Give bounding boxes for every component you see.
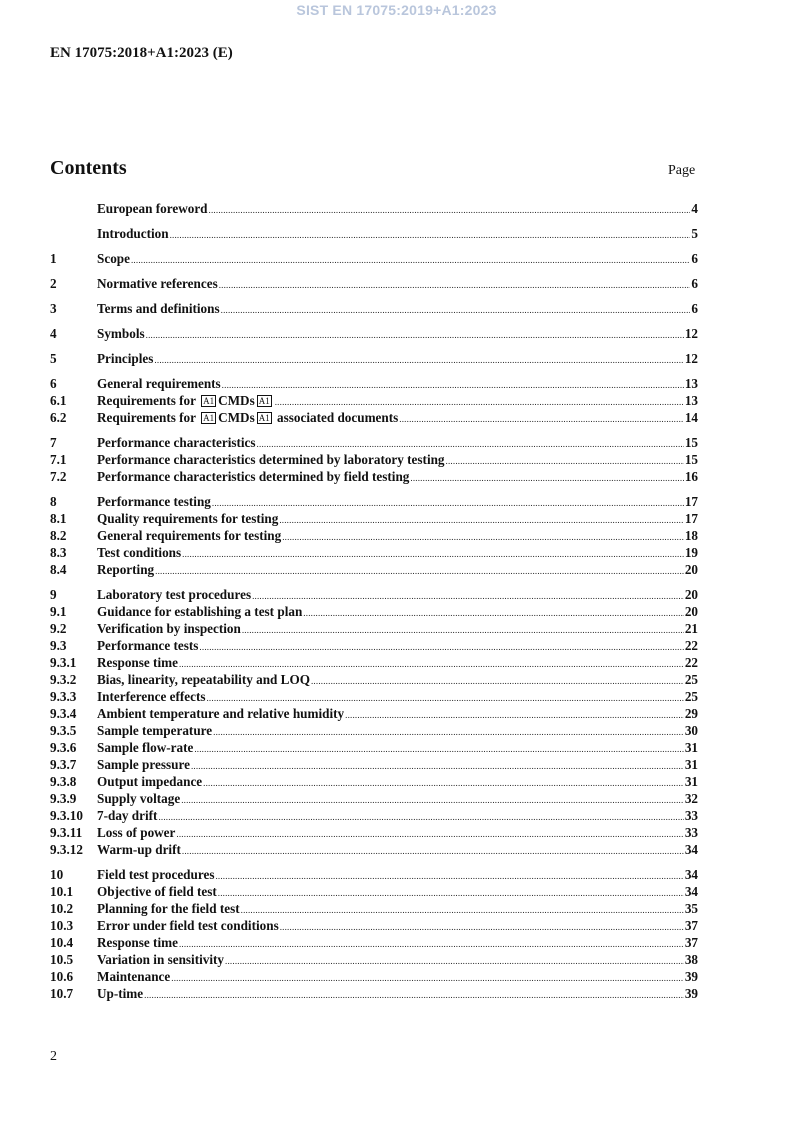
toc-entry-page: 17: [684, 494, 698, 509]
toc-entry-title: [97, 409, 398, 426]
toc-entry-page: 39: [684, 969, 698, 984]
toc-entry-title: Sample flow-rate: [97, 740, 194, 755]
toc-entry[interactable]: [50, 603, 698, 620]
toc-entry-number: 9.3.2: [50, 672, 77, 687]
toc-entry-number: 8: [50, 494, 57, 509]
toc-entry-number: 9.3.10: [50, 808, 83, 823]
toc-entry-number: 8.4: [50, 562, 67, 577]
toc-entry-page: 5: [691, 226, 698, 241]
toc-entry-page: 16: [684, 469, 698, 484]
toc-entry-page: 35: [684, 901, 698, 916]
toc-entry[interactable]: [50, 866, 698, 883]
toc-entry-number: 9.3.3: [50, 689, 77, 704]
toc-entry-number: 4: [50, 326, 57, 341]
toc-entry-title: Principles: [97, 351, 154, 366]
toc-entry-page: 13: [684, 393, 698, 408]
toc-entry[interactable]: [50, 917, 698, 934]
toc-entry-page: 20: [684, 587, 698, 602]
toc-entry-title: Terms and definitions: [97, 301, 220, 316]
toc-entry-page: 31: [684, 757, 698, 772]
toc-entry[interactable]: [50, 883, 698, 900]
toc-entry-page: 17: [684, 511, 698, 526]
toc-entry[interactable]: [50, 934, 698, 951]
toc-entry-number: 9.1: [50, 604, 67, 619]
toc-entry[interactable]: [50, 620, 698, 637]
toc-entry-number: 10.1: [50, 884, 74, 899]
toc-entry-number: 9.3: [50, 638, 67, 653]
dot-leader: [154, 352, 683, 369]
toc-entry-title: Field test procedures: [97, 867, 215, 882]
toc-entry-title: Sample temperature: [97, 723, 213, 738]
toc-entry-number: 10.7: [50, 986, 74, 1001]
toc-entry-title: Guidance for establishing a test plan: [97, 604, 303, 619]
toc-entry-page: 4: [691, 201, 698, 216]
toc-entry-number: 1: [50, 251, 57, 266]
toc-entry-title: Performance characteristics determined by field testing: [97, 469, 410, 484]
toc-entry-page: 38: [684, 952, 698, 967]
toc-entry-page: 34: [684, 842, 698, 857]
toc-entry[interactable]: [50, 654, 698, 671]
toc-entry-page: 15: [684, 435, 698, 450]
toc-entry-number: 7.1: [50, 452, 67, 467]
toc-entry[interactable]: [50, 350, 698, 367]
toc-entry-title: Variation in sensitivity: [97, 952, 225, 967]
toc-entry-page: 34: [684, 867, 698, 882]
toc-entry[interactable]: [50, 756, 698, 773]
toc-entry-title: Quality requirements for testing: [97, 511, 279, 526]
toc-entry-number: 9.3.12: [50, 842, 83, 857]
amendment-end-icon: A1: [258, 413, 270, 423]
toc-entry-number: 9: [50, 587, 57, 602]
toc-entry-title: Response time: [97, 935, 178, 950]
toc-entry-title: Test conditions: [97, 545, 182, 560]
toc-entry-number: 6: [50, 376, 57, 391]
toc-entry-title: Scope: [97, 251, 130, 266]
toc-entry[interactable]: [50, 434, 698, 451]
toc-entry[interactable]: [50, 790, 698, 807]
toc-entry-number: 6.2: [50, 410, 67, 425]
toc-entry[interactable]: [50, 637, 698, 654]
dot-leader: [155, 563, 684, 580]
toc-entry-number: 9.3.8: [50, 774, 77, 789]
toc-entry-title: Interference effects: [97, 689, 206, 704]
toc-entry[interactable]: [50, 225, 698, 242]
toc-entry-title: Introduction: [97, 226, 169, 241]
toc-entry-title: General requirements: [97, 376, 221, 391]
toc-entry-number: 6.1: [50, 393, 67, 408]
toc-entry[interactable]: [50, 807, 698, 824]
toc-entry-page: 31: [684, 740, 698, 755]
toc-entry-page: 12: [684, 351, 698, 366]
toc-entry[interactable]: [50, 900, 698, 917]
toc-entry[interactable]: [50, 671, 698, 688]
toc-entry-title-text: Requirements for: [97, 410, 200, 425]
toc-entry-title: Laboratory test procedures: [97, 587, 252, 602]
toc-entry-page: 39: [684, 986, 698, 1001]
toc-entry-title: Objective of field test: [97, 884, 217, 899]
toc-entry-title: Supply voltage: [97, 791, 181, 806]
page-column-label: Page: [668, 163, 696, 178]
toc-entry-number: 9.3.6: [50, 740, 77, 755]
toc-entry-title: Symbols: [97, 326, 145, 341]
toc-entry-page: 25: [684, 689, 698, 704]
toc-entry-title: Response time: [97, 655, 178, 670]
amendment-start-icon: A1: [203, 413, 215, 423]
dot-leader: [144, 987, 684, 1004]
toc-entry-page: 25: [684, 672, 698, 687]
toc-entry-page: 32: [684, 791, 698, 806]
dot-leader: [410, 470, 683, 487]
toc-entry-number: 10.6: [50, 969, 74, 984]
toc-entry-title-suffix: associated documents: [273, 410, 399, 425]
dot-leader: [221, 302, 691, 319]
toc-entry[interactable]: [50, 722, 698, 739]
toc-entry[interactable]: [50, 493, 698, 510]
toc-entry-title: Warm-up drift: [97, 842, 181, 857]
toc-entry-number: 8.2: [50, 528, 67, 543]
toc-entry-title: Output impedance: [97, 774, 203, 789]
toc-entry-title: Error under field test conditions: [97, 918, 279, 933]
toc-entry[interactable]: [50, 841, 698, 858]
toc-entry-page: 14: [684, 410, 698, 425]
toc-entry-number: 7: [50, 435, 57, 450]
toc-entry-title: Reporting: [97, 562, 155, 577]
footer-page-number: 2: [50, 1049, 57, 1064]
toc-entry-number: 10.4: [50, 935, 74, 950]
toc-entry-page: 22: [684, 638, 698, 653]
toc-entry-number: 9.3.4: [50, 706, 77, 721]
document-id: EN 17075:2018+A1:2023 (E): [50, 45, 233, 61]
toc-entry-page: 20: [684, 562, 698, 577]
toc-entry-page: 6: [691, 251, 698, 266]
toc-entry-title: Performance characteristics: [97, 435, 256, 450]
toc-entry-title: Planning for the field test: [97, 901, 240, 916]
toc-entry-page: 29: [684, 706, 698, 721]
toc-entry-number: 9.3.11: [50, 825, 83, 840]
toc-entry-number: 8.1: [50, 511, 67, 526]
toc-entry-page: 21: [684, 621, 698, 636]
toc-entry-title: Bias, linearity, repeatability and LOQ: [97, 672, 310, 687]
amendment-start-icon: A1: [203, 396, 215, 406]
toc-entry[interactable]: [50, 527, 698, 544]
toc-entry[interactable]: [50, 544, 698, 561]
toc-entry[interactable]: [50, 951, 698, 968]
amendment-end-icon: A1: [258, 396, 270, 406]
toc-entry-title: Performance characteristics determined by laboratory testing: [97, 452, 445, 467]
toc-entry[interactable]: [50, 586, 698, 603]
toc-entry[interactable]: [50, 375, 698, 392]
toc-entry-number: 3: [50, 301, 57, 316]
toc-entry-page: 13: [684, 376, 698, 391]
toc-entry[interactable]: [50, 561, 698, 578]
toc-entry-page: 33: [684, 808, 698, 823]
toc-entry-title: Up-time: [97, 986, 144, 1001]
toc-entry[interactable]: [50, 968, 698, 985]
toc-entry-title: [97, 392, 274, 409]
toc-entry[interactable]: [50, 468, 698, 485]
toc-entry[interactable]: [50, 451, 698, 468]
toc-entry-title: Normative references: [97, 276, 218, 291]
toc-entry[interactable]: [50, 325, 698, 342]
toc-entry[interactable]: [50, 510, 698, 527]
toc-entry-page: 6: [691, 301, 698, 316]
toc-entry-page: 33: [684, 825, 698, 840]
toc-entry-page: 19: [684, 545, 698, 560]
toc-entry-page: 6: [691, 276, 698, 291]
toc-entry-number: 9.3.9: [50, 791, 77, 806]
toc-entry-page: 30: [684, 723, 698, 738]
toc-entry[interactable]: [50, 275, 698, 292]
toc-entry[interactable]: [50, 392, 698, 409]
toc-entry[interactable]: [50, 250, 698, 267]
toc-entry-page: 12: [684, 326, 698, 341]
dot-leader: [131, 252, 690, 269]
toc-entry-title: General requirements for testing: [97, 528, 282, 543]
page-title: Contents: [50, 157, 127, 179]
toc-entry[interactable]: [50, 409, 698, 426]
toc-entry-title: Loss of power: [97, 825, 176, 840]
toc-entry[interactable]: [50, 739, 698, 756]
toc-entry-page: 34: [684, 884, 698, 899]
dot-leader: [170, 227, 691, 244]
toc-entry[interactable]: [50, 688, 698, 705]
toc-entry-page: 37: [684, 935, 698, 950]
toc-entry-title: European foreword: [97, 201, 208, 216]
toc-entry-page: 15: [684, 452, 698, 467]
toc-entry-amended-text: CMDs: [218, 410, 255, 425]
toc-entry-number: 10.2: [50, 901, 74, 916]
toc-entry-number: 9.3.1: [50, 655, 77, 670]
toc-entry-title: 7-day drift: [97, 808, 158, 823]
toc-entry-number: 9.3.7: [50, 757, 77, 772]
toc-entry-page: 20: [684, 604, 698, 619]
toc-entry-number: 5: [50, 351, 57, 366]
toc-entry-title-text: Requirements for: [97, 393, 200, 408]
toc-entry-number: 7.2: [50, 469, 67, 484]
toc-entry-title: Verification by inspection: [97, 621, 241, 636]
toc-entry-title: Performance tests: [97, 638, 199, 653]
toc-entry-title: Performance testing: [97, 494, 211, 509]
toc-entry-number: 10.5: [50, 952, 74, 967]
toc-entry[interactable]: [50, 200, 698, 217]
toc-entry[interactable]: [50, 705, 698, 722]
toc-entry-title: Sample pressure: [97, 757, 190, 772]
toc-entry[interactable]: [50, 773, 698, 790]
toc-entry[interactable]: [50, 300, 698, 317]
toc-entry[interactable]: [50, 824, 698, 841]
dot-leader: [146, 327, 684, 344]
toc-entry-number: 9.2: [50, 621, 67, 636]
toc-entry-number: 10.3: [50, 918, 74, 933]
toc-entry-page: 37: [684, 918, 698, 933]
toc-entry-title: Ambient temperature and relative humidity: [97, 706, 345, 721]
dot-leader: [182, 843, 684, 860]
dot-leader: [399, 411, 684, 428]
toc-entry-page: 22: [684, 655, 698, 670]
table-of-contents: [50, 200, 698, 1002]
toc-entry-title: Maintenance: [97, 969, 171, 984]
toc-entry-page: 18: [684, 528, 698, 543]
toc-entry-page: 31: [684, 774, 698, 789]
toc-entry-number: 10: [50, 867, 64, 882]
toc-entry-number: 9.3.5: [50, 723, 77, 738]
toc-entry-amended-text: CMDs: [218, 393, 255, 408]
watermark: SIST EN 17075:2019+A1:2023: [296, 2, 497, 18]
dot-leader: [219, 277, 691, 294]
toc-entry[interactable]: [50, 985, 698, 1002]
toc-entry-number: 2: [50, 276, 57, 291]
dot-leader: [209, 202, 691, 219]
toc-entry-number: 8.3: [50, 545, 67, 560]
